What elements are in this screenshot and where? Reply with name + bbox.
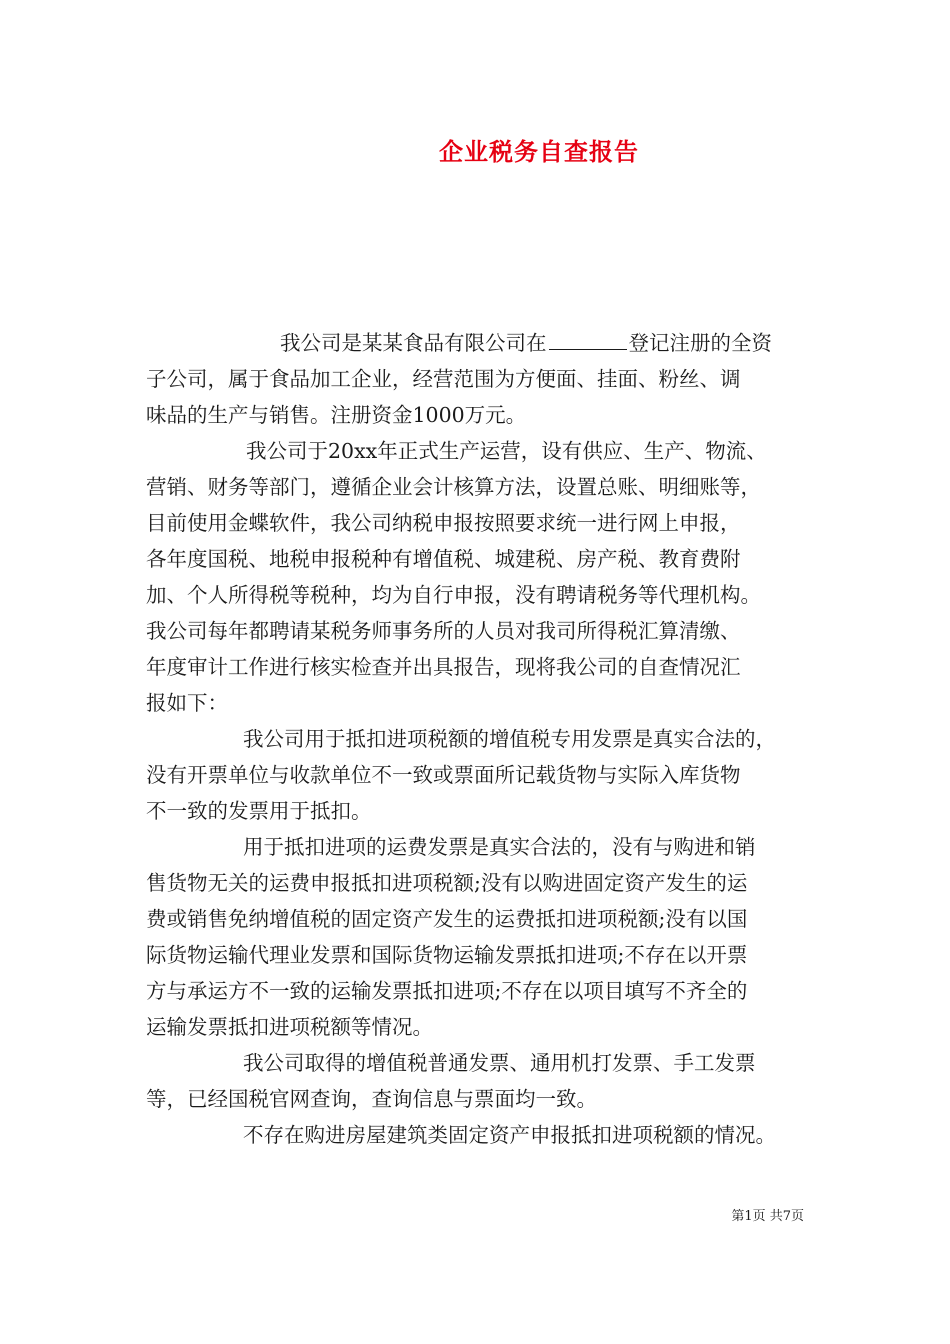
text-line: 我公司每年都聘请某税务师事务所的人员对我司所得税汇算清缴、 (146, 619, 741, 643)
text-line: 我公司于20xx年正式生产运营，设有供应、生产、物流、 (246, 439, 767, 463)
text-line: 售货物无关的运费申报抵扣进项税额;没有以购进固定资产发生的运 (146, 871, 748, 895)
paragraph (146, 1117, 826, 1153)
paragraph (146, 829, 826, 1045)
paragraph (146, 325, 826, 433)
text-segment: 我公司是某某食品有限公司在 (280, 331, 547, 355)
text-segment: 登记注册的全资 (628, 331, 772, 355)
text-line: 不一致的发票用于抵扣。 (146, 799, 372, 823)
text-line: 费或销售免纳增值税的固定资产发生的运费抵扣进项税额;没有以国 (146, 907, 748, 931)
page-title: 企业税务自查报告 (439, 137, 639, 166)
page-footer: 第1页 共7页 (731, 1209, 804, 1224)
text-line: 子公司，属于食品加工企业，经营范围为方便面、挂面、粉丝、调 (146, 367, 741, 391)
text-line: 年度审计工作进行核实检查并出具报告，现将我公司的自查情况汇 (146, 655, 741, 679)
paragraph (146, 433, 826, 721)
text-line: 我公司用于抵扣进项税额的增值税专用发票是真实合法的， (243, 727, 776, 751)
text-line: 方与承运方不一致的运输发票抵扣进项;不存在以项目填写不齐全的 (146, 979, 748, 1003)
text-line: 际货物运输代理业发票和国际货物运输发票抵扣进项;不存在以开票 (146, 943, 748, 967)
text-line: 不存在购进房屋建筑类固定资产申报抵扣进项税额的情况。 (243, 1123, 776, 1147)
paragraph (146, 721, 826, 829)
text-line: 用于抵扣进项的运费发票是真实合法的，没有与购进和销 (243, 835, 756, 859)
text-line: 报如下： (146, 691, 228, 715)
text-line: 运输发票抵扣进项税额等情况。 (146, 1015, 433, 1039)
text-line: 没有开票单位与收款单位不一致或票面所记载货物与实际入库货物 (146, 763, 741, 787)
text-line: 目前使用金蝶软件，我公司纳税申报按照要求统一进行网上申报， (146, 511, 741, 535)
text-line: 各年度国税、地税申报税种有增值税、城建税、房产税、教育费附 (146, 547, 741, 571)
paragraph (146, 1045, 826, 1117)
document-body (146, 325, 826, 1153)
text-line: 味品的生产与销售。注册资金1000万元。 (146, 403, 527, 427)
text-line (146, 325, 826, 361)
text-line: 等，已经国税官网查询，查询信息与票面均一致。 (146, 1087, 597, 1111)
fill-in-blank (549, 329, 627, 350)
text-line: 加、个人所得税等税种，均为自行申报，没有聘请税务等代理机构。 (146, 583, 761, 607)
text-line: 我公司取得的增值税普通发票、通用机打发票、手工发票 (243, 1051, 756, 1075)
text-line: 营销、财务等部门，遵循企业会计核算方法，设置总账、明细账等， (146, 475, 761, 499)
